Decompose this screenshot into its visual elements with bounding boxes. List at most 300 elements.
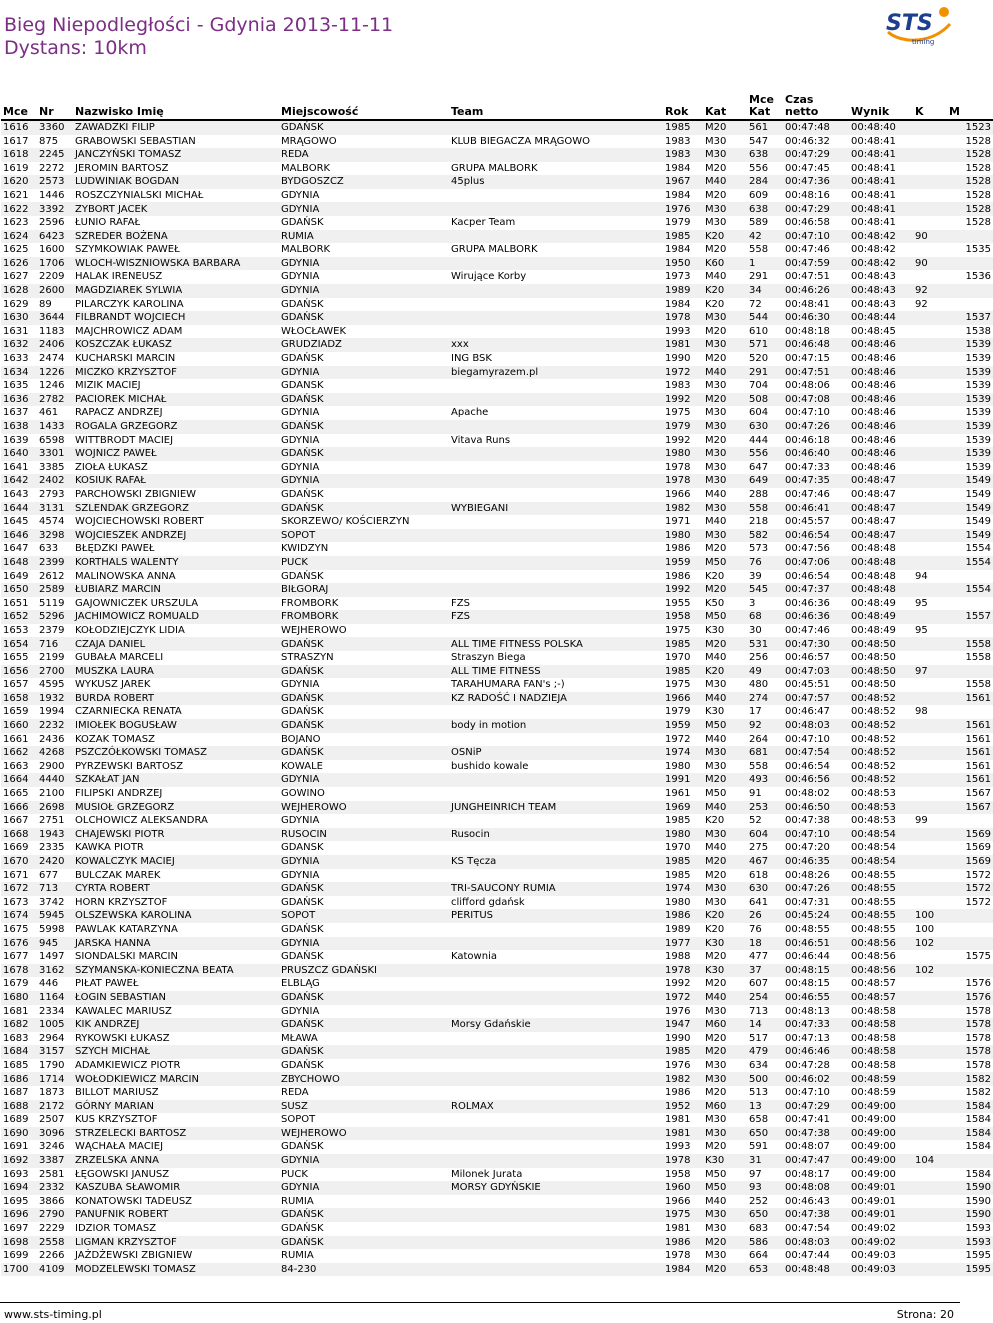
cell-name: PSZCZÓŁKOWSKI TOMASZ	[73, 746, 279, 760]
cell-k-place	[913, 869, 947, 883]
table-row	[1, 502, 993, 516]
cell-name: SZKAŁAT JAN	[73, 773, 279, 787]
cell-team	[449, 937, 663, 951]
cell-k-place	[913, 1236, 947, 1250]
cell-city: BOJANO	[281, 733, 321, 745]
cell-category: M30	[705, 217, 727, 229]
cell-category: M30	[703, 447, 747, 461]
cell-year: 1980	[663, 529, 703, 543]
cell-year: 1975	[665, 407, 691, 419]
cell-result: 00:49:02	[849, 1236, 913, 1250]
cell-name: IMIOŁEK BOGUSŁAW	[73, 719, 279, 733]
cell-team	[449, 1249, 663, 1263]
cell-category-place: 630	[747, 420, 783, 434]
cell-team	[449, 1195, 663, 1209]
cell-result: 00:49:01	[849, 1181, 913, 1195]
cell-m-place: 1539	[947, 366, 993, 380]
cell-bib: 5119	[39, 597, 65, 609]
cell-m-place: 1554	[947, 556, 993, 570]
cell-category-place: 1	[747, 257, 783, 271]
cell-place: 1658	[1, 692, 37, 706]
cell-net-time: 00:47:29	[783, 148, 849, 162]
cell-category: M40	[705, 733, 727, 745]
cell-bib: 716	[37, 637, 73, 651]
cell-team: Wirujące Korby	[451, 271, 527, 283]
cell-place: 1645	[3, 516, 29, 528]
cell-category-place: 218	[749, 516, 769, 528]
cell-category-place: 91	[749, 788, 762, 800]
cell-place: 1647	[3, 543, 29, 555]
table-row	[1, 923, 993, 937]
cell-place: 1684	[1, 1045, 37, 1059]
cell-bib: 1994	[39, 706, 65, 718]
cell-net-time: 00:47:41	[785, 1114, 830, 1126]
cell-bib: 446	[39, 978, 59, 990]
table-row	[1, 474, 993, 488]
cell-team	[449, 461, 663, 475]
cell-result: 00:48:54	[851, 842, 896, 854]
cell-city: GDAŃSK	[279, 882, 449, 896]
cell-category: M20	[705, 543, 727, 555]
table-row	[1, 1005, 993, 1019]
cell-name: WLOCH-WISZNIOWSKA BARBARA	[73, 257, 279, 271]
cell-m-place: 1549	[965, 516, 991, 528]
cell-category-place: 634	[749, 1059, 769, 1071]
cell-team: Katownia	[451, 951, 497, 963]
cell-place: 1648	[1, 556, 37, 570]
cell-team: Apache	[451, 407, 489, 419]
cell-category-place: 3	[749, 597, 756, 609]
cell-k-place: 98	[915, 706, 928, 718]
cell-city: GDAŃSK	[279, 1208, 449, 1222]
cell-category-place: 92	[747, 719, 783, 733]
cell-name: SIONDALSKI MARCIN	[75, 951, 178, 963]
cell-category: M40	[703, 801, 747, 815]
table-row	[1, 773, 993, 787]
cell-city: GDYNIA	[279, 474, 449, 488]
cell-k-place	[913, 1222, 947, 1236]
cell-bib: 875	[39, 135, 59, 147]
cell-m-place: 1590	[947, 1181, 993, 1195]
cell-bib: 2474	[39, 353, 65, 365]
cell-category-place: 500	[747, 1072, 783, 1086]
cell-category: K20	[703, 909, 747, 923]
cell-city: RUSOCIN	[279, 828, 449, 842]
cell-year: 1981	[665, 1223, 691, 1235]
cell-place: 1624	[1, 230, 37, 244]
cell-city: GDYNIA	[279, 855, 449, 869]
cell-category-place: 264	[749, 733, 769, 745]
cell-result: 00:48:40	[849, 120, 913, 135]
cell-k-place	[913, 1168, 947, 1182]
cell-team	[449, 814, 663, 828]
cell-k-place	[913, 216, 947, 230]
cell-k-place: 90	[913, 230, 947, 244]
cell-year: 1985	[663, 637, 703, 651]
cell-category: M50	[703, 1181, 747, 1195]
cell-category: M40	[703, 175, 747, 189]
cell-category: M20	[705, 434, 727, 446]
table-row	[1, 651, 993, 665]
cell-team: GRUPA MALBORK	[451, 244, 538, 256]
cell-bib: 2573	[37, 175, 73, 189]
cell-place: 1655	[3, 652, 29, 664]
cell-category-place: 650	[747, 1208, 783, 1222]
cell-city: GDAŃSK	[281, 896, 324, 908]
cell-net-time: 00:47:28	[785, 1059, 830, 1071]
cell-team	[449, 869, 663, 883]
cell-result: 00:48:54	[849, 828, 913, 842]
cell-year: 1967	[663, 175, 703, 189]
cell-m-place	[947, 964, 993, 978]
cell-net-time: 00:48:03	[783, 1236, 849, 1250]
cell-city: GDAŃSK	[279, 746, 449, 760]
cell-k-place	[913, 461, 947, 475]
cell-net-time: 00:46:54	[785, 570, 830, 582]
cell-category: M30	[703, 1208, 747, 1222]
cell-m-place: 1561	[947, 719, 993, 733]
column-header-place: Mce	[3, 105, 28, 118]
cell-year: 1961	[665, 788, 691, 800]
cell-category-place: 544	[747, 311, 783, 325]
cell-category: M40	[703, 366, 747, 380]
cell-bib: 2245	[37, 148, 73, 162]
cell-category: M40	[705, 516, 727, 528]
cell-k-place	[913, 1263, 947, 1277]
cell-city: GDAŃSK	[281, 1223, 324, 1235]
cell-result: 00:48:48	[851, 570, 896, 582]
cell-net-time: 00:48:07	[785, 1141, 830, 1153]
cell-name: GAJOWNICZEK URSZULA	[75, 597, 199, 609]
cell-m-place: 1582	[965, 1087, 991, 1099]
cell-result: 00:48:41	[851, 217, 896, 229]
cell-category: K30	[705, 706, 725, 718]
cell-bib: 1246	[39, 380, 65, 392]
cell-team	[449, 1045, 663, 1059]
cell-city: GDYNIA	[279, 202, 449, 216]
cell-name: CZARNIECKA RENATA	[75, 706, 182, 718]
table-row	[1, 162, 993, 176]
cell-city: GDAŃSK	[281, 951, 324, 963]
cell-city: GRUDZIADZ	[279, 338, 449, 352]
cell-m-place: 1528	[965, 217, 991, 229]
cell-result: 00:48:48	[849, 583, 913, 597]
cell-m-place: 1536	[965, 271, 991, 283]
cell-team	[449, 447, 663, 461]
cell-net-time: 00:46:50	[783, 801, 849, 815]
cell-category: M20	[705, 1032, 727, 1044]
cell-category: M20	[705, 325, 727, 337]
cell-year: 1980	[663, 447, 703, 461]
logo-dot-icon	[939, 7, 949, 17]
cell-city: SKORZEWO/ KOŚCIERZYN	[281, 516, 410, 528]
cell-place: 1663	[3, 760, 29, 772]
cell-category-place: 650	[747, 1127, 783, 1141]
cell-k-place	[913, 1059, 947, 1073]
cell-k-place	[913, 678, 947, 692]
cell-net-time: 00:48:02	[785, 788, 830, 800]
cell-bib: 1446	[39, 189, 65, 201]
cell-net-time: 00:47:13	[785, 1032, 830, 1044]
cell-place: 1697	[3, 1223, 29, 1235]
cell-result: 00:48:52	[851, 760, 896, 772]
table-row	[1, 243, 993, 257]
cell-category: M30	[703, 828, 747, 842]
table-row	[1, 570, 993, 584]
cell-m-place: 1582	[947, 1072, 993, 1086]
cell-city: SOPOT	[279, 909, 449, 923]
cell-bib: 677	[39, 869, 59, 881]
cell-team	[449, 284, 663, 298]
cell-name: WOJCIESZEK ANDRZEJ	[73, 529, 279, 543]
cell-net-time: 00:47:46	[785, 244, 830, 256]
cell-year: 1978	[663, 311, 703, 325]
cell-category: M30	[703, 746, 747, 760]
cell-m-place: 1572	[965, 869, 991, 881]
cell-city: WEJHEROWO	[279, 1127, 449, 1141]
cell-city: GDANSK	[281, 380, 324, 392]
cell-category-place: 683	[749, 1223, 769, 1235]
cell-result: 00:48:41	[851, 135, 896, 147]
table-row	[1, 665, 993, 679]
cell-k-place	[913, 896, 947, 910]
cell-net-time: 00:45:57	[785, 516, 830, 528]
cell-m-place: 1557	[947, 610, 993, 624]
cell-name: KORTHALS WALENTY	[73, 556, 279, 570]
cell-k-place	[913, 773, 947, 787]
cell-m-place	[947, 705, 993, 719]
cell-city: GDAŃSK	[281, 217, 324, 229]
cell-team: Vitava Runs	[451, 434, 511, 446]
cell-year: 1980	[665, 760, 691, 772]
results-table	[1, 92, 993, 1276]
cell-place: 1650	[1, 583, 37, 597]
cell-result: 00:48:46	[849, 420, 913, 434]
cell-result: 00:48:46	[849, 447, 913, 461]
cell-category: M20	[703, 637, 747, 651]
table-row	[1, 257, 993, 271]
cell-name: BULCZAK MAREK	[75, 869, 161, 881]
cell-name: PILARCZYK KAROLINA	[75, 298, 184, 310]
cell-net-time: 00:46:43	[785, 1195, 830, 1207]
cell-m-place	[947, 597, 993, 611]
cell-category-place: 39	[749, 570, 762, 582]
column-header-m-place: M	[949, 105, 960, 118]
cell-result: 00:48:52	[851, 733, 896, 745]
cell-name: JANCZYŃSKI TOMASZ	[73, 148, 279, 162]
cell-place: 1686	[1, 1072, 37, 1086]
cell-place: 1628	[1, 284, 37, 298]
cell-category: M30	[703, 338, 747, 352]
cell-team	[449, 311, 663, 325]
table-row	[1, 1086, 993, 1100]
cell-bib: 2581	[39, 1168, 65, 1180]
cell-place: 1659	[3, 706, 29, 718]
cell-name: ROSZCZYNIALSKI MICHAŁ	[75, 189, 204, 201]
cell-category: M20	[703, 1263, 747, 1277]
cell-name: CZAJA DANIEL	[73, 637, 279, 651]
sts-timing-logo	[882, 4, 954, 48]
cell-m-place: 1539	[947, 338, 993, 352]
cell-category-place: 649	[747, 474, 783, 488]
cell-net-time: 00:46:54	[783, 529, 849, 543]
cell-k-place	[913, 651, 947, 665]
cell-name: ŁĘGOWSKI JANUSZ	[75, 1168, 170, 1180]
cell-k-place: 95	[915, 597, 928, 609]
column-header-category: Kat	[705, 105, 727, 118]
cell-category: M50	[705, 788, 727, 800]
cell-net-time: 00:46:41	[783, 502, 849, 516]
cell-net-time: 00:47:54	[785, 1223, 830, 1235]
cell-net-time: 00:46:46	[783, 1045, 849, 1059]
cell-name: PACIOREK MICHAŁ	[73, 393, 279, 407]
cell-category: K20	[703, 230, 747, 244]
cell-m-place: 1569	[947, 828, 993, 842]
cell-category: M30	[703, 474, 747, 488]
cell-bib: 3096	[37, 1127, 73, 1141]
cell-net-time: 00:48:16	[785, 189, 830, 201]
cell-category-place: 658	[749, 1114, 769, 1126]
cell-team	[449, 773, 663, 787]
cell-city: WŁOCŁAWEK	[281, 325, 347, 337]
cell-city: PRUSZCZ GDAŃSKI	[279, 964, 449, 978]
cell-net-time: 00:46:54	[785, 760, 830, 772]
cell-team: Morsy Gdańskie	[449, 1018, 663, 1032]
cell-year: 1986	[663, 909, 703, 923]
cell-place: 1641	[3, 461, 29, 473]
cell-team: biegamyrazem.pl	[449, 366, 663, 380]
cell-bib: 2406	[37, 338, 73, 352]
cell-place: 1682	[1, 1018, 37, 1032]
cell-category-place: 558	[749, 244, 769, 256]
cell-bib: 2266	[39, 1250, 65, 1262]
cell-category: M20	[703, 120, 747, 135]
cell-year: 1985	[663, 120, 703, 135]
table-row	[1, 1072, 993, 1086]
cell-city: GDAŃSK	[281, 298, 324, 310]
cell-place: 1636	[1, 393, 37, 407]
cell-category: M30	[705, 1059, 727, 1071]
cell-place: 1687	[3, 1087, 29, 1099]
cell-m-place: 1567	[947, 801, 993, 815]
cell-name: KOŁODZIEJCZYK LIDIA	[75, 624, 185, 636]
cell-net-time: 00:46:44	[785, 951, 830, 963]
cell-bib: 945	[37, 937, 73, 951]
cell-k-place	[913, 1045, 947, 1059]
cell-team	[449, 1236, 663, 1250]
cell-category-place: 558	[749, 760, 769, 772]
cell-net-time: 00:47:35	[783, 474, 849, 488]
cell-category: M40	[703, 991, 747, 1005]
cell-m-place: 1539	[965, 407, 991, 419]
page-subtitle: Dystans: 10km	[4, 37, 147, 59]
cell-result: 00:48:46	[849, 338, 913, 352]
table-row	[1, 515, 993, 529]
cell-name: IDZIOR TOMASZ	[75, 1223, 157, 1235]
cell-m-place: 1558	[947, 637, 993, 651]
cell-place: 1625	[3, 244, 29, 256]
cell-category-place: 17	[749, 706, 762, 718]
cell-category-place: 618	[749, 869, 769, 881]
cell-place: 1629	[3, 298, 29, 310]
cell-team: KZ RADOŚĆ I NADZIEJA	[449, 692, 663, 706]
cell-year: 1975	[665, 624, 691, 636]
table-row	[1, 135, 993, 149]
cell-category-place: 556	[747, 447, 783, 461]
cell-result: 00:48:46	[851, 353, 896, 365]
cell-city: GDYNIA	[279, 1181, 449, 1195]
cell-m-place: 1593	[947, 1236, 993, 1250]
cell-year: 1984	[665, 189, 691, 201]
cell-k-place	[913, 175, 947, 189]
cell-name: ŁUNIO RAFAŁ	[75, 217, 141, 229]
cell-place: 1695	[3, 1195, 29, 1207]
cell-result: 00:48:58	[851, 1059, 896, 1071]
cell-k-place	[913, 542, 947, 556]
cell-place: 1631	[3, 325, 29, 337]
cell-year: 1966	[663, 692, 703, 706]
cell-year: 1959	[663, 719, 703, 733]
cell-team	[449, 1208, 663, 1222]
cell-result: 00:49:03	[851, 1250, 896, 1262]
cell-result: 00:48:52	[849, 773, 913, 787]
cell-category: M20	[705, 951, 727, 963]
cell-name: WOJCIECHOWSKI ROBERT	[75, 516, 204, 528]
cell-net-time: 00:46:36	[785, 597, 830, 609]
cell-m-place: 1593	[965, 1223, 991, 1235]
cell-bib: 4268	[37, 746, 73, 760]
cell-k-place	[913, 311, 947, 325]
cell-team	[449, 325, 663, 339]
cell-k-place	[913, 583, 947, 597]
cell-name: PIŁAT PAWEŁ	[75, 978, 139, 990]
cell-name: ROGALA GRZEGORZ	[73, 420, 279, 434]
cell-result: 00:49:01	[849, 1208, 913, 1222]
cell-net-time: 00:46:30	[783, 311, 849, 325]
cell-year: 1983	[663, 148, 703, 162]
table-row	[1, 216, 993, 230]
cell-net-time: 00:47:10	[785, 733, 830, 745]
cell-name: GRABOWSKI SEBASTIAN	[75, 135, 196, 147]
cell-bib: 3162	[37, 964, 73, 978]
cell-result: 00:48:50	[849, 665, 913, 679]
cell-m-place: 1539	[965, 353, 991, 365]
table-row	[1, 828, 993, 842]
cell-result: 00:48:47	[849, 529, 913, 543]
cell-city: PUCK	[281, 1168, 308, 1180]
cell-city: RUMIA	[281, 1250, 314, 1262]
cell-m-place: 1549	[947, 529, 993, 543]
table-row	[1, 624, 993, 638]
cell-result: 00:48:43	[851, 271, 896, 283]
cell-category: M30	[703, 148, 747, 162]
cell-m-place: 1572	[965, 896, 991, 908]
cell-city: GDAŃSK	[281, 488, 324, 500]
cell-year: 1983	[665, 135, 691, 147]
cell-result: 00:48:46	[849, 393, 913, 407]
cell-name: JAŻDŻEWSKI ZBIGNIEW	[75, 1250, 193, 1262]
cell-k-place	[913, 991, 947, 1005]
cell-name: KASZUBA SŁAWOMIR	[73, 1181, 279, 1195]
cell-team	[449, 570, 663, 584]
cell-place: 1630	[1, 311, 37, 325]
cell-team: bushido kowale	[451, 760, 529, 772]
cell-m-place: 1528	[965, 189, 991, 201]
cell-k-place: 102	[913, 964, 947, 978]
cell-name: MODZELEWSKI TOMASZ	[73, 1263, 279, 1277]
cell-year: 1978	[663, 1154, 703, 1168]
table-row	[1, 311, 993, 325]
